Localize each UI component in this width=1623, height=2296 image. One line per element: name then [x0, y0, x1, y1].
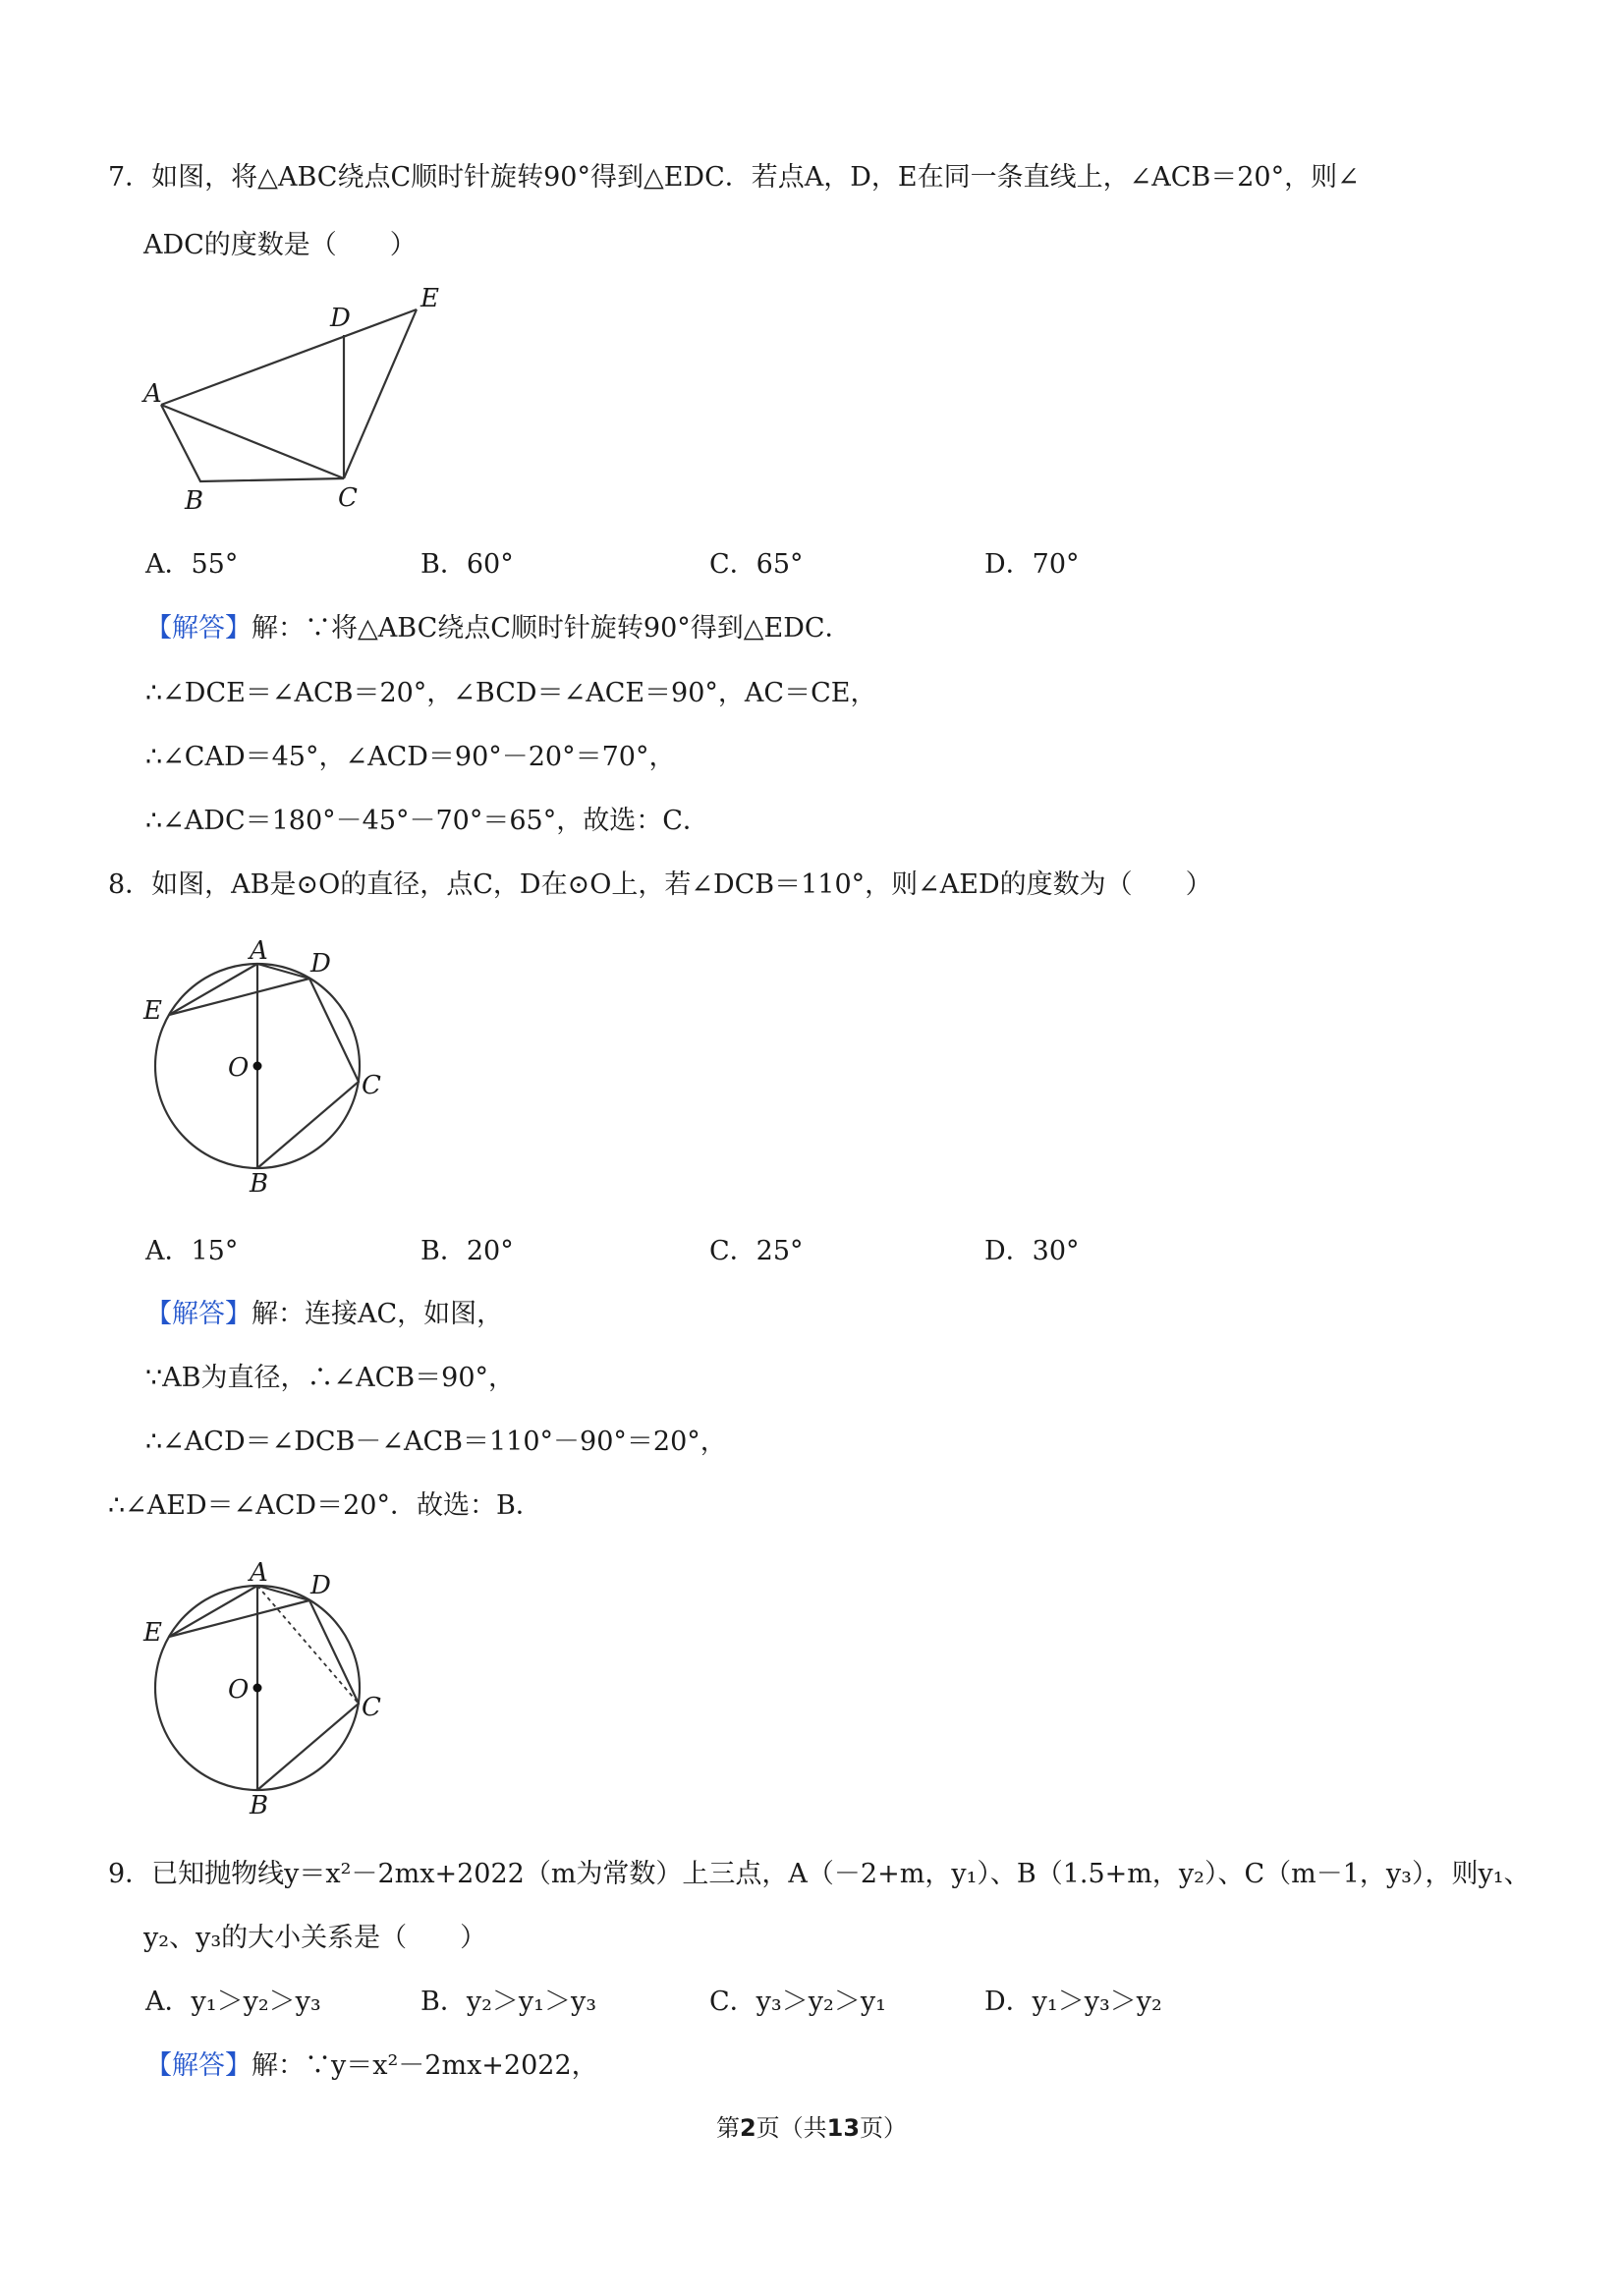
q8-answer-figure [138, 1550, 413, 1825]
page-footer: 第2页（共13页） [715, 2114, 908, 2142]
q9-option-c: C．y₃＞y₂＞y₁ [709, 1987, 886, 2017]
q8-answer-line4: ∴∠AED＝∠ACD＝20°．故选：B． [108, 1490, 542, 1521]
q7-label-c: C [338, 483, 358, 513]
page-number: 2 [739, 2114, 756, 2142]
q8-answer-seg-ed [169, 1600, 309, 1637]
q7-label-b: B [185, 486, 204, 516]
q8-answer-label-a: A [250, 1558, 268, 1588]
q8-center-dot [253, 1062, 262, 1071]
q8-label-c: C [362, 1071, 381, 1100]
q7-triangle-abc [161, 405, 344, 481]
q7-answer-line4: ∴∠ADC＝180°－45°－70°＝65°，故选：C． [145, 806, 709, 836]
q9-option-b: B．y₂＞y₁＞y₃ [420, 1987, 597, 2017]
q8-option-b: B．20° [420, 1236, 514, 1266]
q8-label-e: E [143, 996, 162, 1026]
q8-answer-label-e: E [143, 1618, 162, 1648]
q8-option-a: A．15° [145, 1236, 239, 1266]
q7-label-d: D [330, 304, 351, 333]
q7-option-b: B．60° [420, 549, 514, 580]
q8-stem-line1: 8．如图，AB是⊙O的直径，点C，D在⊙O上，若∠DCB＝110°，则∠AED的度数为（ ） [108, 869, 1212, 900]
q7-label-e: E [420, 285, 439, 313]
q8-answer-label-b: B [250, 1791, 269, 1820]
q7-answer-line1: 【解答】解：∵将△ABC绕点C顺时针旋转90°得到△EDC． [145, 613, 852, 644]
q9-option-a: A．y₁＞y₂＞y₃ [145, 1987, 321, 2017]
q7-seg-ce [344, 309, 417, 478]
q8-answer-label-c: C [362, 1693, 381, 1722]
q7-label-a: A [143, 379, 162, 409]
q8-answer-label-o: O [228, 1675, 250, 1705]
q7-answer-tag: 【解答】 [145, 613, 252, 644]
q8-answer-line3: ∴∠ACD＝∠DCB－∠ACB＝110°－90°＝20°， [145, 1427, 727, 1457]
q8-label-a: A [250, 936, 268, 966]
q8-label-o: O [228, 1053, 250, 1083]
q7-seg-ae [161, 309, 417, 405]
q9-stem-line1: 9．已知抛物线y＝x²－2mx+2022（m为常数）上三点，A（－2+m，y₁）、B（1.5+m，y₂）、C（m－1，y₃），则y₁、 [108, 1859, 1531, 1889]
q8-answer-dashed-ac [257, 1586, 359, 1704]
q7-answer-line3: ∴∠CAD＝45°，∠ACD＝90°－20°＝70°， [145, 742, 676, 772]
q9-answer-tag: 【解答】 [145, 2050, 252, 2081]
q8-answer-line2: ∵AB为直径，∴∠ACB＝90°， [145, 1363, 515, 1393]
q9-option-d: D．y₁＞y₃＞y₂ [984, 1987, 1162, 2017]
q8-seg-ed [169, 979, 309, 1015]
q8-option-c: C．25° [709, 1236, 804, 1266]
q7-stem-line1: 7．如图，将△ABC绕点C顺时针旋转90°得到△EDC．若点A，D，E在同一条直线上，∠ACB＝20°，则∠ [108, 162, 1360, 193]
q7-option-c: C．65° [709, 549, 804, 580]
q8-answer-tag: 【解答】 [145, 1299, 252, 1329]
q8-answer-label-d: D [310, 1571, 331, 1600]
q7-option-a: A．55° [145, 549, 239, 580]
q9-answer-line1: 【解答】解：∵y＝x²－2mx+2022， [145, 2050, 598, 2081]
q8-label-b: B [250, 1169, 269, 1199]
q8-option-d: D．30° [984, 1236, 1080, 1266]
q7-figure [138, 285, 462, 521]
q7-answer-line2: ∴∠DCE＝∠ACB＝20°，∠BCD＝∠ACE＝90°，AC＝CE， [145, 678, 877, 708]
q7-option-d: D．70° [984, 549, 1080, 580]
q8-answer-center-dot [253, 1684, 262, 1693]
q7-stem-line2: ADC的度数是（ ） [143, 230, 417, 260]
q8-answer-line1: 【解答】解：连接AC，如图， [145, 1299, 504, 1329]
page-total: 13 [826, 2114, 861, 2142]
q8-figure [138, 928, 413, 1204]
q8-label-d: D [310, 949, 331, 979]
q9-stem-line2: y₂、y₃的大小关系是（ ） [143, 1923, 487, 1953]
